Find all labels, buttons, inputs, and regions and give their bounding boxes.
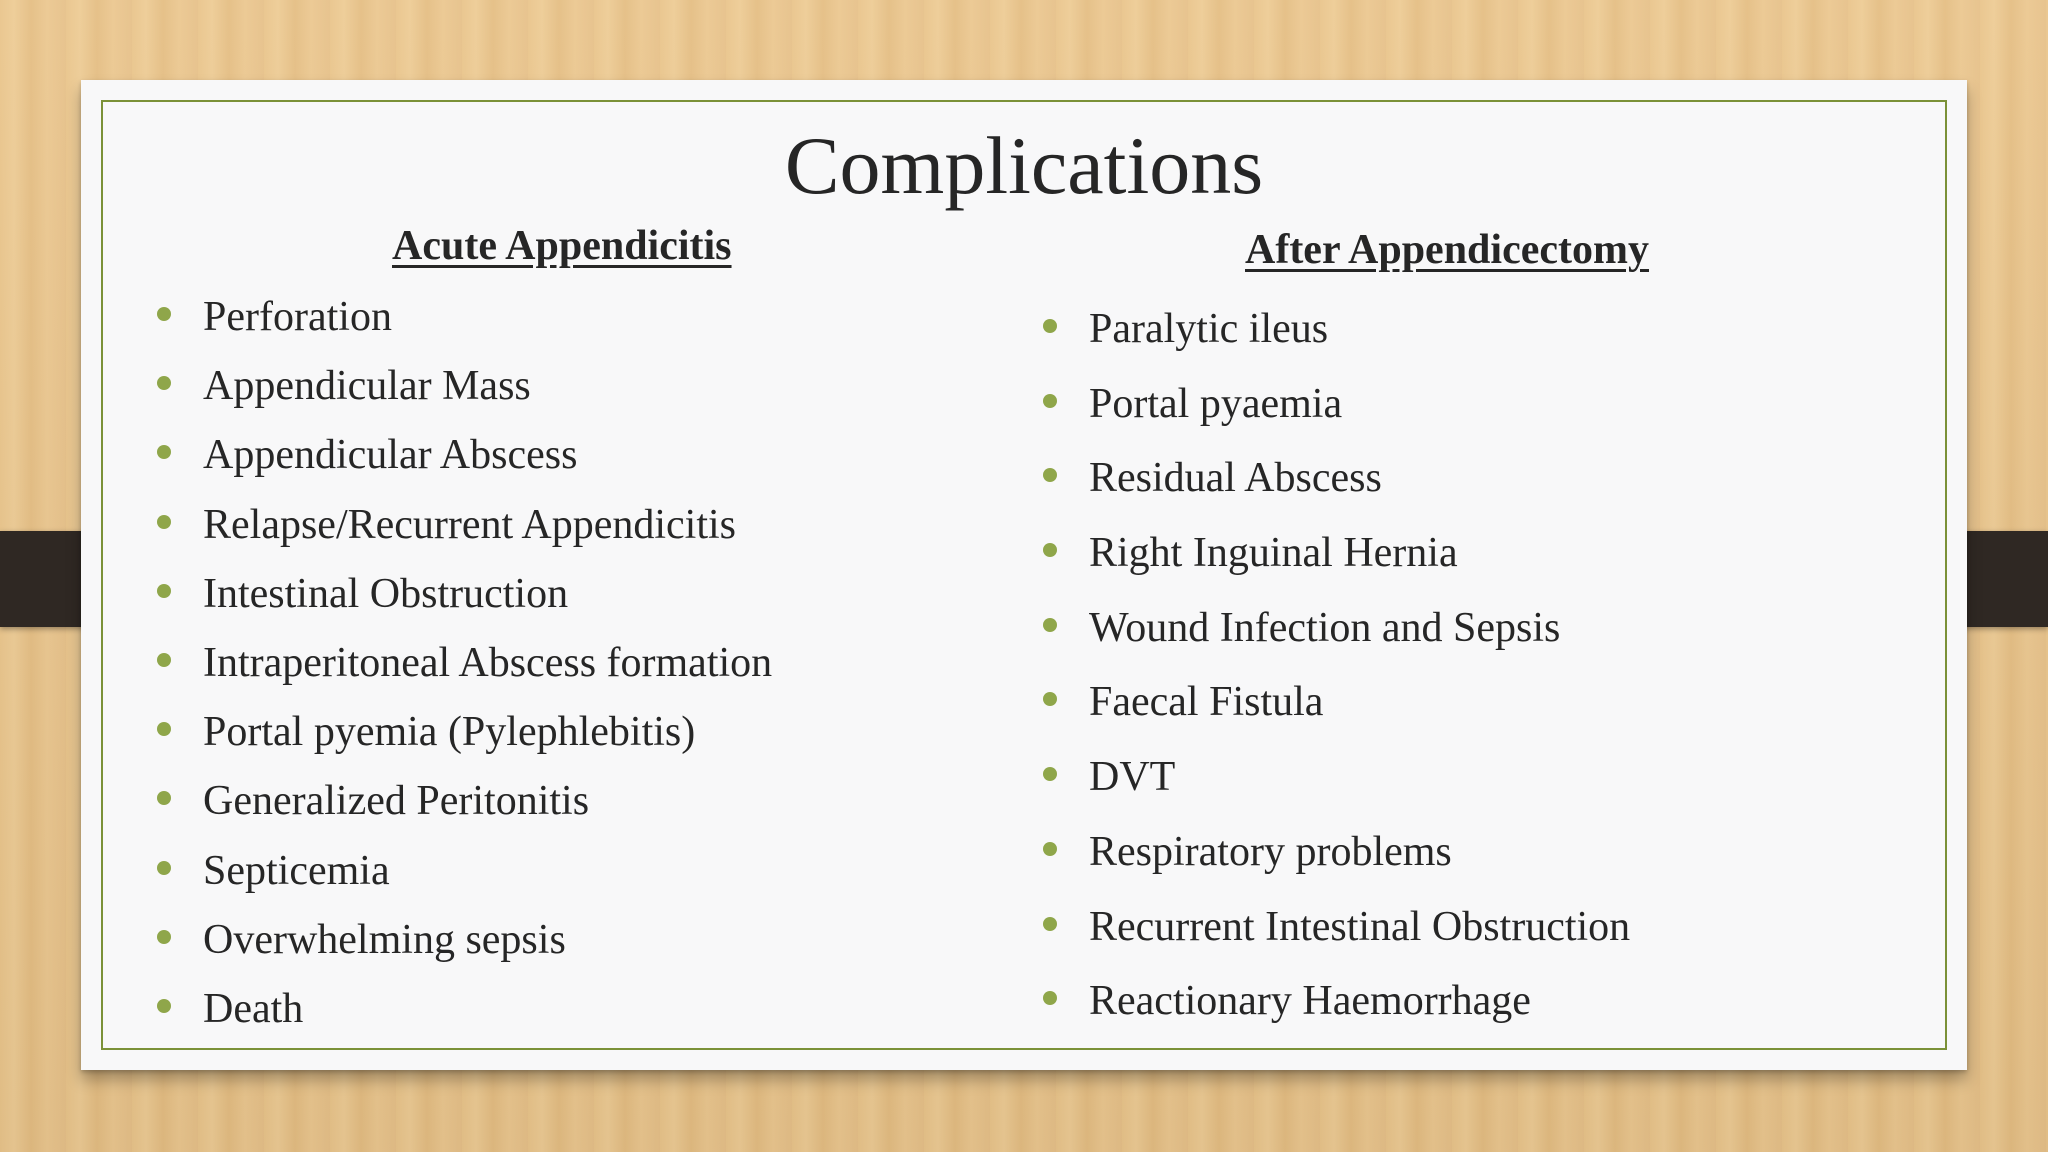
list-item-text: Portal pyaemia: [1089, 380, 1343, 427]
bullet-icon: [157, 930, 171, 944]
list-item: [203, 568, 772, 637]
bullet-icon: [1043, 917, 1057, 931]
list-item: [203, 914, 772, 983]
list-item-text: Generalized Peritonitis: [203, 778, 590, 825]
list-item: [1089, 751, 1630, 826]
bullet-icon: [157, 999, 171, 1013]
after-appendicectomy-list: [1089, 303, 1630, 1050]
bullet-icon: [1043, 319, 1057, 333]
list-item-text: Relapse/Recurrent Appendicitis: [203, 501, 737, 548]
bullet-icon: [157, 307, 171, 321]
list-item: [203, 429, 772, 498]
list-item-text: DVT: [1089, 754, 1176, 801]
bullet-icon: [157, 584, 171, 598]
bullet-icon: [157, 653, 171, 667]
list-item: [1089, 452, 1630, 527]
slide-title: Complications: [784, 120, 1264, 211]
list-item: [1089, 975, 1630, 1050]
list-item-text: Appendicular Abscess: [203, 432, 578, 479]
list-item: [203, 706, 772, 775]
bullet-icon: [1043, 842, 1057, 856]
list-item: [203, 499, 772, 568]
list-item: [203, 360, 772, 429]
list-item: [1089, 527, 1630, 602]
bullet-icon: [1043, 618, 1057, 632]
list-item-text: Recurrent Intestinal Obstruction: [1089, 903, 1631, 950]
bullet-icon: [157, 861, 171, 875]
list-item: [203, 845, 772, 914]
acute-appendicitis-list: [203, 291, 772, 1052]
list-item-text: Septicemia: [203, 847, 390, 894]
list-item-text: Intraperitoneal Abscess formation: [203, 639, 773, 686]
list-item: [1089, 378, 1630, 453]
list-item-text: Faecal Fistula: [1089, 679, 1324, 726]
list-item-text: Overwhelming sepsis: [203, 916, 566, 963]
list-item-text: Intestinal Obstruction: [203, 570, 569, 617]
list-item: [1089, 303, 1630, 378]
list-item-text: Wound Infection and Sepsis: [1089, 604, 1561, 651]
right-column-heading: After Appendicectomy: [1245, 227, 1649, 273]
list-item-text: Reactionary Haemorrhage: [1089, 978, 1531, 1025]
list-item: [1089, 676, 1630, 751]
list-item: [203, 291, 772, 360]
bullet-icon: [1043, 394, 1057, 408]
bullet-icon: [1043, 543, 1057, 557]
list-item: [1089, 602, 1630, 677]
list-item: [203, 775, 772, 844]
list-item-text: Respiratory problems: [1089, 828, 1452, 875]
list-item: [203, 637, 772, 706]
left-column-heading: Acute Appendicitis: [392, 223, 732, 269]
list-item-text: Paralytic ileus: [1089, 306, 1329, 352]
list-item-text: Right Inguinal Hernia: [1089, 530, 1458, 577]
list-item-text: Residual Abscess: [1089, 455, 1382, 502]
list-item: [1089, 826, 1630, 901]
list-item-text: Appendicular Mass: [203, 363, 531, 410]
list-item-text: Perforation: [203, 294, 392, 340]
bullet-icon: [157, 515, 171, 529]
list-item: [203, 983, 772, 1052]
list-item-text: Portal pyemia (Pylephlebitis): [203, 709, 696, 756]
list-item-text: Death: [203, 985, 304, 1032]
list-item: [1089, 901, 1630, 976]
